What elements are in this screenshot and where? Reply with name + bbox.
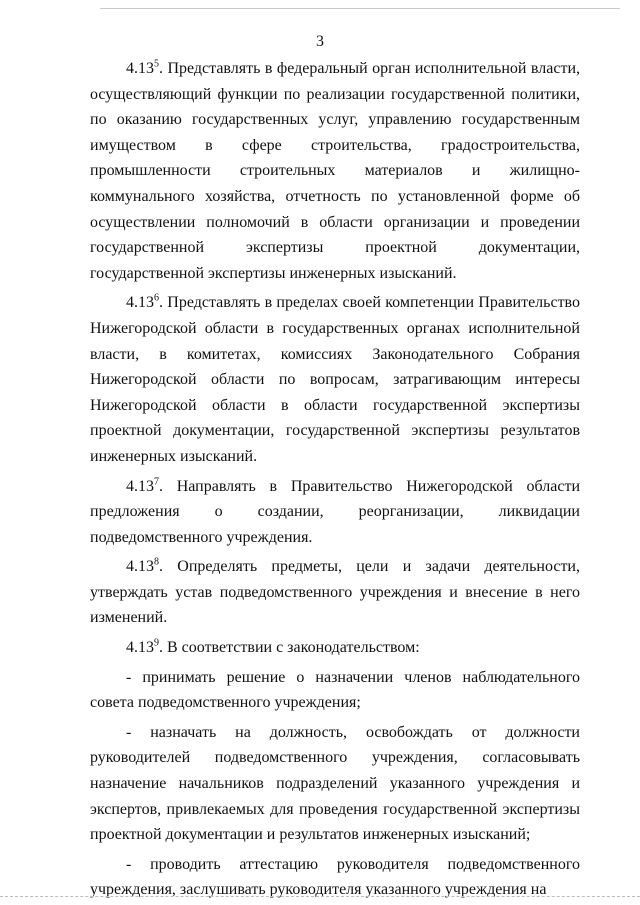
paragraph-text: . Представлять в пределах своей компетенции Правительство Нижегородской области в государственных органах исполнительной власти, в комитетах, комиссиях Законодательного Собрания Нижегородской области по вопросам, затрагивающим интересы Нижегородской области в области государственной экспертизы проектной документации, государственной экспертизы результатов инженерных изысканий. [90,294,580,465]
clause-superscript: 9 [154,637,159,649]
paragraph-text: . Определять предметы, цели и задачи деятельности, утверждать устав подведомственного учреждения и внесение в него изменений. [90,558,580,627]
paragraph-text: . Направлять в Правительство Нижегородской области предложения о создании, реорганизации, ликвидации подведомственного учреждения. [90,477,580,546]
clause-number: 4.13$^7$ [126,476,159,495]
clause-number: 4.13$^8$ [126,556,159,576]
paragraph-4-13-8 [90,554,580,631]
list-item: - назначать на должность, освобождать от должности руководителей подведомственного учреждения, согласовывать назначение начальников подразделений указанного учреждения и экспертов, привлекаемых для проведения государственной экспертизы проектной документации и результатов инженерных изысканий; [90,723,580,844]
clause-superscript: 5 [154,58,159,70]
bottom-scan-rule [0,896,640,897]
document-body [90,56,580,903]
clause-superscript: 8 [154,556,159,568]
clause-number: 4.13$^9$ [126,637,159,657]
page-number: 3 [316,33,324,50]
top-scan-rule [100,8,620,9]
paragraph-4-13-7 [90,474,580,551]
paragraph-4-13-6 [90,290,580,469]
paragraph-text: . Представлять в федеральный орган исполнительной власти, осуществляющий функции по реализации государственной политики, по оказанию государственных услуг, управлению государственным имуществом в сфере строительства, градостроительства, промышленности строительных материалов и жилищно-коммунального хозяйства, отчетность по установленной форме об осуществлении полномочий в области организации и проведении государственной экспертизы проектной документации, государственной экспертизы инженерных изысканий. [90,60,580,282]
list-item: - принимать решение о назначении членов наблюдательного совета подведомственного учреждения; [90,668,580,712]
paragraph-text: . В соответствии с законодательством: [159,639,420,657]
paragraph-4-13-9 [90,635,580,661]
clause-number: 4.13$^6$ [126,293,159,312]
clause-number: 4.13$^5$ [126,58,159,77]
clause-superscript: 7 [154,476,159,488]
paragraph-4-13-5 [90,56,580,286]
clause-superscript: 6 [154,293,159,305]
list-item: - проводить аттестацию руководителя подведомственного учреждения, заслушивать руководителя указанного учреждения на [90,855,580,899]
